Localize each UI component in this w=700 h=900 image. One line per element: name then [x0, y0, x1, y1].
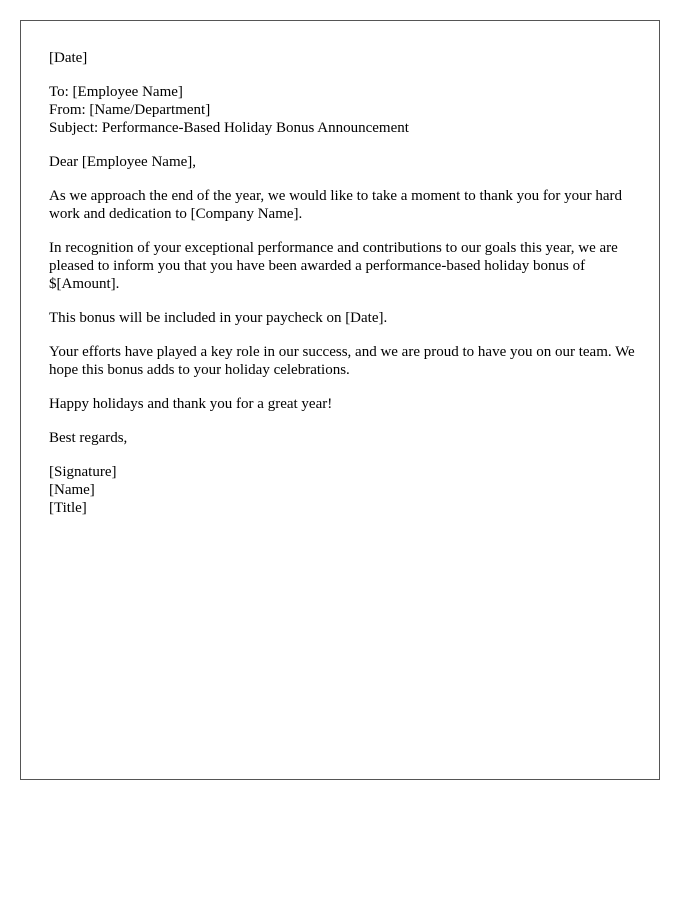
- subject-line: Subject: Performance-Based Holiday Bonus Announcement: [49, 120, 409, 136]
- salutation: Dear [Employee Name],: [49, 154, 197, 170]
- signer-name: [Name]: [49, 482, 95, 498]
- signature-block: [49, 463, 639, 517]
- closing: Best regards,: [49, 430, 128, 446]
- from-line: From: [Name/Department]: [49, 102, 211, 118]
- paragraph-appreciation: Your efforts have played a key role in our success, and we are proud to have you on our team. We hope this bonus adds to your holiday celebrations.: [49, 344, 635, 378]
- letter-body: [49, 49, 639, 533]
- letter-date-block: [49, 49, 639, 67]
- signer-title: [Title]: [49, 500, 87, 516]
- letter-page: [20, 20, 660, 780]
- paragraph-paycheck-date: This bonus will be included in your paycheck on [Date].: [49, 310, 388, 326]
- letter-header: [49, 83, 639, 137]
- paragraph-bonus-award: In recognition of your exceptional performance and contributions to our goals this year, we are pleased to inform you that you have been awarded a performance-based holiday bonus of $[Amount].: [49, 240, 618, 292]
- letter-date: [Date]: [49, 50, 88, 66]
- to-line: To: [Employee Name]: [49, 84, 183, 100]
- paragraph-holiday-wishes: Happy holidays and thank you for a great year!: [49, 396, 333, 412]
- paragraph-thanks: As we approach the end of the year, we would like to take a moment to thank you for your hard work and dedication to [Company Name].: [49, 188, 622, 222]
- signature: [Signature]: [49, 464, 117, 480]
